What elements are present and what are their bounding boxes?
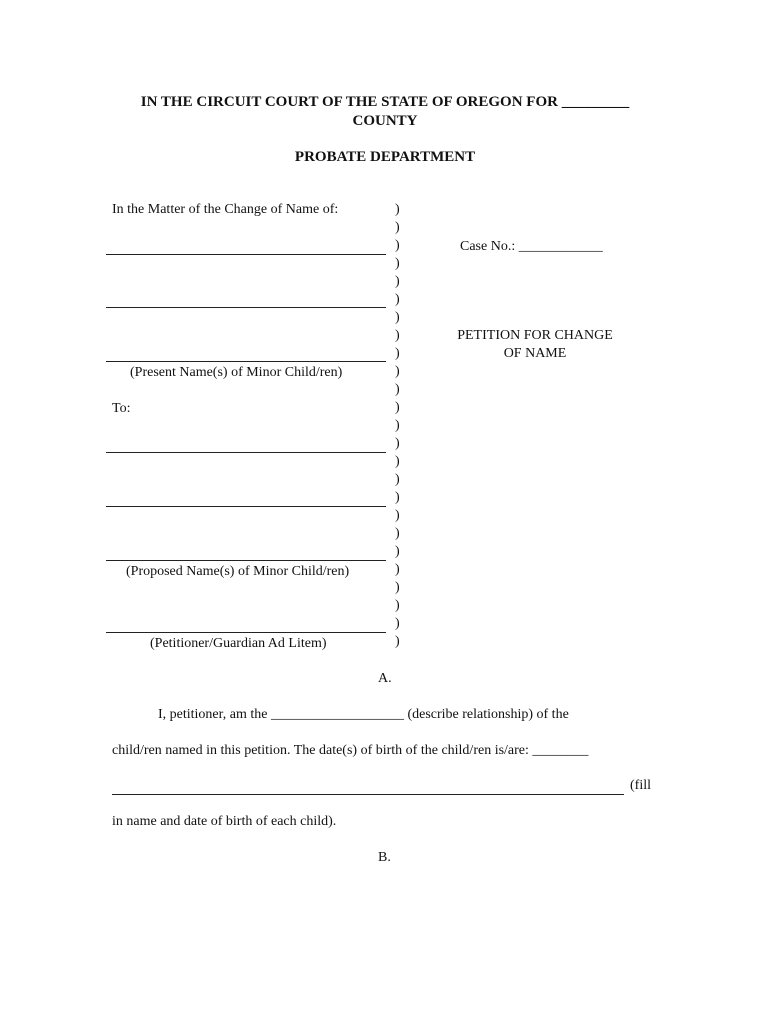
department-title: PROBATE DEPARTMENT [294, 149, 476, 165]
proposed-name-line-3[interactable] [106, 560, 386, 561]
caption-paren: ) [395, 562, 400, 577]
caption-paren: ) [395, 634, 400, 649]
caption-paren: ) [395, 598, 400, 613]
section-a-heading: A. [378, 671, 392, 686]
proposed-name-line-1[interactable] [106, 452, 386, 453]
present-name-line-3[interactable] [106, 361, 386, 362]
section-a-fill-note: (fill [630, 778, 651, 793]
caption-paren: ) [395, 202, 400, 217]
document-title-line1: PETITION FOR CHANGE [457, 328, 613, 343]
caption-paren: ) [395, 508, 400, 523]
caption-paren: ) [395, 346, 400, 361]
caption-paren: ) [395, 292, 400, 307]
section-a-line4: in name and date of birth of each child). [112, 814, 337, 829]
caption-paren: ) [395, 454, 400, 469]
petitioner-label: (Petitioner/Guardian Ad Litem) [150, 636, 327, 651]
caption-paren: ) [395, 382, 400, 397]
caption-paren: ) [395, 472, 400, 487]
caption-paren: ) [395, 310, 400, 325]
section-a-line1: I, petitioner, am the ___________________ (describe relationship) of the [158, 707, 569, 722]
court-title-line1: IN THE CIRCUIT COURT OF THE STATE OF OREGON FOR _________ [140, 94, 630, 110]
caption-paren: ) [395, 436, 400, 451]
section-a-line2: child/ren named in this petition. The date(s) of birth of the child/ren is/are: ________ [112, 743, 589, 758]
caption-paren: ) [395, 220, 400, 235]
child-names-dob-line[interactable] [112, 794, 624, 795]
court-title-line2: COUNTY [352, 113, 418, 129]
proposed-name-line-2[interactable] [106, 506, 386, 507]
caption-paren: ) [395, 238, 400, 253]
caption-paren: ) [395, 274, 400, 289]
caption-paren: ) [395, 616, 400, 631]
present-name-line-2[interactable] [106, 307, 386, 308]
caption-paren: ) [395, 544, 400, 559]
to-label: To: [112, 401, 131, 416]
caption-paren: ) [395, 400, 400, 415]
proposed-name-label: (Proposed Name(s) of Minor Child/ren) [126, 564, 350, 579]
caption-paren: ) [395, 526, 400, 541]
caption-paren: ) [395, 364, 400, 379]
section-b-heading: B. [378, 850, 391, 865]
petitioner-signature-line[interactable] [106, 632, 386, 633]
caption-paren: ) [395, 580, 400, 595]
case-number-field[interactable]: Case No.: ____________ [460, 239, 603, 254]
caption-paren: ) [395, 418, 400, 433]
matter-label: In the Matter of the Change of Name of: [112, 202, 339, 217]
present-name-line-1[interactable] [106, 254, 386, 255]
caption-paren: ) [395, 490, 400, 505]
caption-paren: ) [395, 328, 400, 343]
present-name-label: (Present Name(s) of Minor Child/ren) [130, 365, 343, 380]
caption-paren: ) [395, 256, 400, 271]
document-title-line2: OF NAME [503, 346, 567, 361]
